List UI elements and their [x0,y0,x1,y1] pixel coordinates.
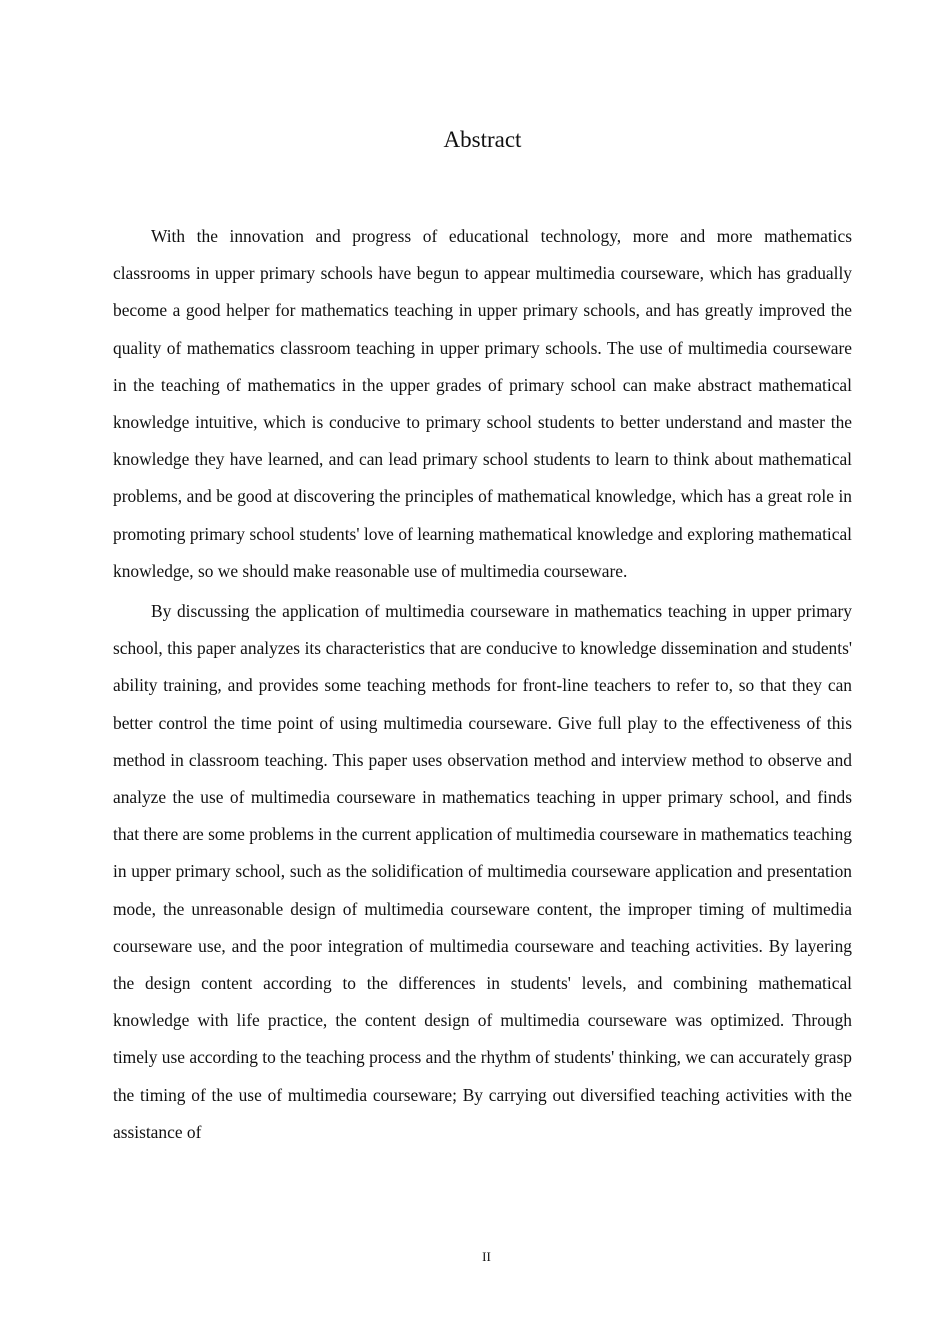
abstract-paragraph-1: With the innovation and progress of educational technology, more and more mathematics classrooms in upper primary schools have begun to appear multimedia courseware, which has gradually become a good helper for mathematics teaching in upper primary schools, and has greatly improved the quality of mathematics classroom teaching in upper primary schools. The use of multimedia courseware in the teaching of mathematics in the upper grades of primary school can make abstract mathematical knowledge intuitive, which is conducive to primary school students to better understand and master the knowledge they have learned, and can lead primary school students to learn to think about mathematical problems, and be good at discovering the principles of mathematical knowledge, which has a great role in promoting primary school students' love of learning mathematical knowledge and exploring mathematical knowledge, so we should make reasonable use of multimedia courseware. [113,226,852,581]
abstract-title: Abstract [443,127,522,152]
abstract-paragraph-2: By discussing the application of multimedia courseware in mathematics teaching in upper primary school, this paper analyzes its characteristics that are conducive to knowledge dissemination and students' ability training, and provides some teaching methods for front-line teachers to refer to, so that they can better control the time point of using multimedia courseware. Give full play to the effectiveness of this method in classroom teaching. This paper uses observation method and interview method to observe and analyze the use of multimedia courseware in mathematics teaching in upper primary school, and finds that there are some problems in the current application of multimedia courseware in mathematics teaching in upper primary school, such as the solidification of multimedia courseware application and presentation mode, the unreasonable design of multimedia courseware content, the improper timing of multimedia courseware use, and the poor integration of multimedia courseware and teaching activities. By layering the design content according to the differences in students' levels, and combining mathematical knowledge with life practice, the content design of multimedia courseware was optimized. Through timely use according to the teaching process and the rhythm of students' thinking, we can accurately grasp the timing of the use of multimedia courseware; By carrying out diversified teaching activities with the assistance of [113,601,852,1142]
page-number: II [482,1249,491,1264]
abstract-body [113,218,852,1154]
